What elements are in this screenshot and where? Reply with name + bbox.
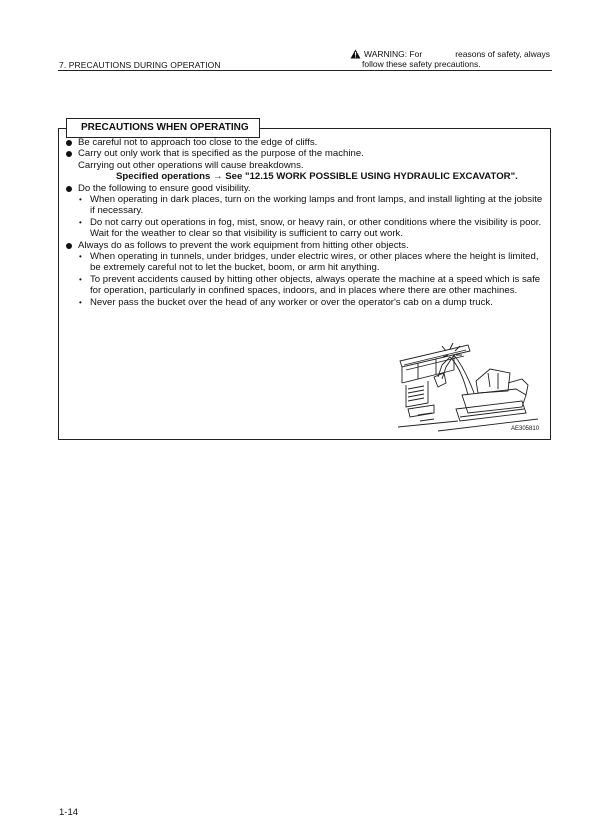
precautions-list [64, 137, 548, 308]
sub-list-item: • To prevent accidents caused by hitting other objects, always operate the machine at a speed which is safe for operation, particularly in confined spaces, indoors, and in places where there are other machines. [64, 274, 548, 297]
list-item: Be careful not to approach too close to the edge of cliffs. [64, 137, 548, 148]
warning-text-tail: reasons of safety, always [455, 49, 550, 59]
page-number: 1-14 [59, 807, 79, 818]
warning-text-line2: follow these safety precautions. [362, 59, 481, 69]
section-header: 7. PRECAUTIONS DURING OPERATION [59, 60, 221, 70]
excavator-illustration [398, 343, 548, 435]
list-item: Carry out only work that is specified as the purpose of the machine. [64, 148, 548, 159]
sub-list-item: • When operating in dark places, turn on the working lamps and front lamps, and install lighting at the jobsite if necessary. [64, 194, 548, 217]
box-title: PRECAUTIONS WHEN OPERATING [66, 118, 260, 138]
header-rule [58, 70, 552, 71]
figure-code: AE305810 [511, 426, 540, 432]
specified-operations-ref: Specified operations → See "12.15 WORK POSSIBLE USING HYDRAULIC EXCAVATOR". [116, 171, 518, 183]
warning-triangle-icon [350, 49, 361, 59]
sub-list-item: • Never pass the bucket over the head of any worker or over the operator's cab on a dump truck. [64, 297, 548, 308]
list-item: Do the following to ensure good visibility. [64, 183, 548, 194]
warning-note [350, 49, 550, 69]
list-item-note: Carrying out other operations will cause breakdowns. [78, 159, 304, 171]
list-item: Always do as follows to prevent the work equipment from hitting other objects. [64, 240, 548, 251]
sub-list-item: • Do not carry out operations in fog, mist, snow, or heavy rain, or other conditions where the visibility is poor. Wait for the weather to clear so that visibility is sufficient to carry out work. [64, 217, 548, 240]
warning-text-lead: WARNING: For [364, 49, 423, 59]
sub-list-item: • When operating in tunnels, under bridges, under electric wires, or other places where the height is limited, be extremely careful not to let the bucket, boom, or arm hit anything. [64, 251, 548, 274]
